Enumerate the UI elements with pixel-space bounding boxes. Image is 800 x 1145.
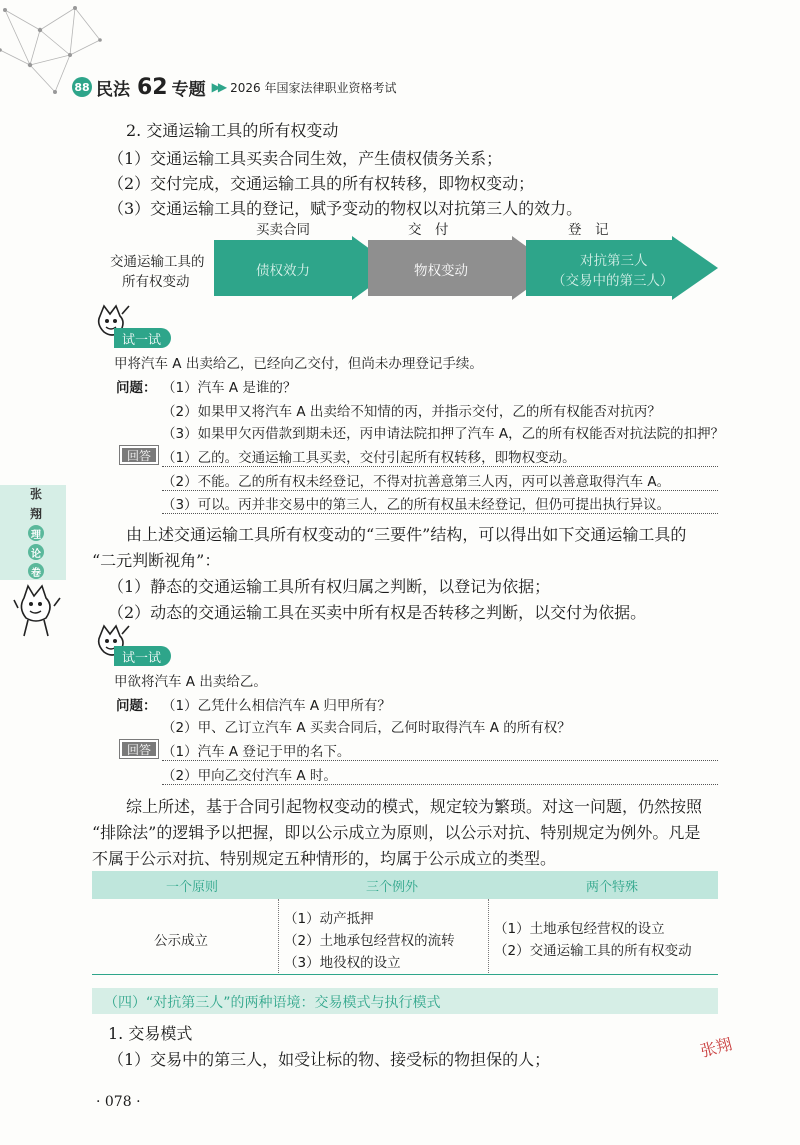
table-cell-principle: 公示成立 <box>154 933 208 949</box>
list-item: （1）静态的交通运输工具所有权归属之判断，以登记为依据； <box>108 577 551 596</box>
dotted-rule <box>162 466 718 467</box>
side-tag: 理 <box>28 525 44 541</box>
page-number: · 078 · <box>96 1094 141 1110</box>
question-item: （1）汽车 A 是谁的？ <box>162 380 297 396</box>
try-it-label: 试一试 <box>114 646 171 666</box>
table-cell-exception: （3）地役权的设立 <box>284 955 401 971</box>
side-tag: 论 <box>28 544 44 560</box>
side-name: 张 <box>29 487 42 501</box>
table-cell-exception: （1）动产抵押 <box>284 911 374 927</box>
summary-table <box>92 871 718 975</box>
dotted-rule <box>162 490 718 491</box>
list-item: （2）动态的交通运输工具在买卖中所有权是否转移之判断，以交付为依据。 <box>108 603 647 622</box>
dotted-rule <box>162 760 718 761</box>
flow-left-label: 所有权变动 <box>122 274 190 290</box>
list-item: （1）交易中的第三人，如受让标的物、接受标的物担保的人； <box>108 1050 551 1069</box>
header-exam-title: 2026 年国家法律职业资格考试 <box>230 80 397 95</box>
flow-stage-title: 登 记 <box>568 222 609 238</box>
paragraph-line: “二元判断视角”： <box>92 551 221 570</box>
question-label: 问题： <box>116 698 157 714</box>
header-subject: 民法 <box>96 79 130 100</box>
section-heading-bar <box>92 988 718 1014</box>
side-mascot-icon <box>12 582 64 638</box>
table-cell-special: （2）交通运输工具的所有权变动 <box>494 943 692 959</box>
flow-stage-title: 交 付 <box>408 222 449 238</box>
paragraph-line: 不属于公示对抗、特别规定五种情形的，均属于公示成立的类型。 <box>92 849 557 868</box>
paragraph-line: 由上述交通运输工具所有权变动的“三要件”结构，可以得出如下交通运输工具的 <box>126 525 687 544</box>
table-header-cell: 两个特殊 <box>585 880 638 895</box>
paragraph-line: “排除法”的逻辑予以把握，即以公示成立为原则，以公示对抗、特别规定为例外。凡是 <box>92 823 701 842</box>
double-arrow-icon: ▶▶ <box>211 80 225 94</box>
try-case: 甲将汽车 A 出卖给乙，已经向乙交付，但尚未办理登记手续。 <box>114 356 483 372</box>
side-name: 翔 <box>29 507 42 521</box>
flow-arrows <box>0 0 800 300</box>
paragraph-line: 综上所述，基于合同引起物权变动的模式，规定较为繁琐。对这一问题，仍然按照 <box>126 797 703 816</box>
question-item: （2）甲、乙订立汽车 A 买卖合同后，乙何时取得汽车 A 的所有权？ <box>162 720 571 736</box>
question-item: （1）乙凭什么相信汽车 A 归甲所有？ <box>162 698 391 714</box>
answer-item: （1）汽车 A 登记于甲的名下。 <box>162 744 351 760</box>
question-label: 问题： <box>116 380 157 396</box>
flow-stage-text: 对抗第三人 <box>580 253 648 269</box>
header-topic: 专题 <box>171 79 206 100</box>
flow-stage-title: 买卖合同 <box>256 222 310 238</box>
question-item: （3）如果甲欠丙借款到期未还，丙申请法院扣押了汽车 A，乙的所有权能否对抗法院的扣押？ <box>162 426 725 442</box>
answer-item: （2）不能。乙的所有权未经登记，不得对抗善意第三人丙，丙可以善意取得汽车 A。 <box>162 474 671 490</box>
answer-item: （2）甲向乙交付汽车 A 时。 <box>162 768 337 784</box>
section-item: （1）交通运输工具买卖合同生效，产生债权债务关系； <box>108 149 503 168</box>
answer-item: （1）乙的。交通运输工具买卖，交付引起所有权转移，即物权变动。 <box>162 450 576 466</box>
side-tag: 卷 <box>28 563 44 579</box>
table-cell-exception: （2）土地承包经营权的流转 <box>284 933 455 949</box>
table-cell-special: （1）土地承包经营权的设立 <box>494 921 665 937</box>
question-item: （2）如果甲又将汽车 A 出卖给不知情的丙，并指示交付，乙的所有权能否对抗丙？ <box>162 404 661 420</box>
flow-stage-text: 债权效力 <box>256 263 310 279</box>
section-title: 2. 交通运输工具的所有权变动 <box>126 121 339 140</box>
series-badge-icon: 88 <box>72 77 92 97</box>
section-item: （3）交通运输工具的登记，赋予变动的物权以对抗第三人的效力。 <box>108 199 583 218</box>
try-it-label: 试一试 <box>114 328 171 348</box>
subsection-title: 1. 交易模式 <box>108 1024 193 1043</box>
dotted-rule <box>162 784 718 785</box>
side-tab-text <box>28 485 44 579</box>
table-header-cell: 三个例外 <box>365 880 418 895</box>
answer-label: 回答 <box>120 740 158 758</box>
answer-label: 回答 <box>120 446 158 464</box>
flow-left-label: 交通运输工具的 <box>110 254 205 270</box>
section-item: （2）交付完成，交通运输工具的所有权转移，即物权变动； <box>108 174 535 193</box>
table-bottom-rule <box>92 974 718 975</box>
flow-stage-text: 物权变动 <box>414 263 468 279</box>
author-stamp: 张翔 <box>698 1034 735 1061</box>
answer-item: （3）可以。丙并非交易中的第三人，乙的所有权虽未经登记，但仍可提出执行异议。 <box>162 497 671 513</box>
table-divider <box>278 899 279 975</box>
try-case: 甲欲将汽车 A 出卖给乙。 <box>114 674 267 690</box>
flow-stage-text: （交易中的第三人） <box>552 273 674 289</box>
table-header-cell: 一个原则 <box>165 880 218 895</box>
section-heading: （四）“对抗第三人”的两种语境：交易模式与执行模式 <box>104 995 441 1011</box>
dotted-rule <box>162 513 718 514</box>
table-divider <box>488 899 489 975</box>
header-number: 62 <box>137 74 168 100</box>
